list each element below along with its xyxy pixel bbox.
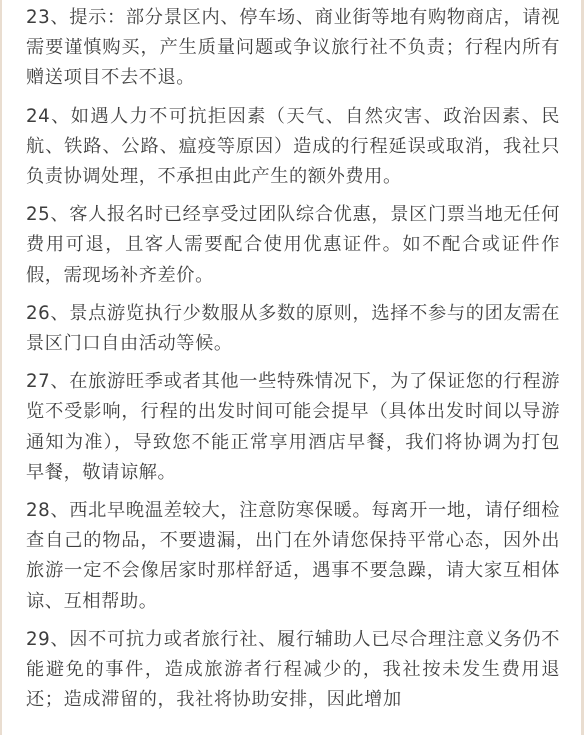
note-24: 24、如遇人力不可抗拒因素（天气、自然灾害、政治因素、民航、铁路、公路、瘟疫等原因）造成的行程延误或取消，我社只负责协调处理，不承担由此产生的额外费用。 bbox=[26, 105, 560, 188]
note-28: 28、西北早晚温差较大，注意防寒保暖。每离开一地，请仔细检查自己的物品，不要遗漏，出门在外请您保持平常心态，因外出旅游一定不会像居家时那样舒适，遇事不要急躁，请大家互相体谅、互相帮助。 bbox=[26, 500, 560, 612]
note-27: 27、在旅游旺季或者其他一些特殊情况下，为了保证您的行程游览不受影响，行程的出发时间可能会提早（具体出发时间以导游通知为准），导致您不能正常享用酒店早餐，我们将协调为打包早餐，敬请谅解。 bbox=[26, 371, 560, 483]
note-25: 25、客人报名时已经享受过团队综合优惠，景区门票当地无任何费用可退，且客人需要配合使用优惠证件。如不配合或证件作假，需现场补齐差价。 bbox=[26, 204, 560, 286]
travel-notes bbox=[26, 3, 560, 715]
note-29: 29、因不可抗力或者旅行社、履行辅助人已尽合理注意义务仍不能避免的事件，造成旅游者行程减少的，我社按未发生费用退还；造成滞留的，我社将协助安排，因此增加 bbox=[26, 628, 560, 711]
note-26: 26、景点游览执行少数服从多数的原则，选择不参与的团友需在景区门口自由活动等候。 bbox=[26, 302, 560, 355]
note-23: 23、提示：部分景区内、停车场、商业街等地有购物商店，请视需要谨慎购买，产生质量问题或争议旅行社不负责；行程内所有赠送项目不去不退。 bbox=[26, 7, 560, 89]
